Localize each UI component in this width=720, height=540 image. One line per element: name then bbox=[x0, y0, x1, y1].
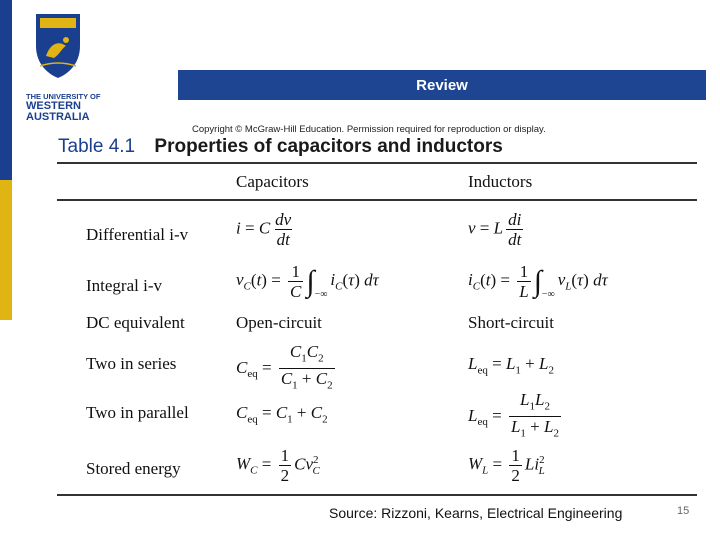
logo-line1: THE UNIVERSITY OF bbox=[26, 92, 101, 101]
crest-icon bbox=[32, 10, 84, 80]
table-header-rule bbox=[57, 199, 697, 201]
cap-parallel-formula: $C_{eq} = C_1 + C_2$ bbox=[236, 403, 328, 426]
cap-dc-equivalent: Open-circuit bbox=[236, 313, 322, 332]
column-header-capacitors: Capacitors bbox=[236, 172, 309, 191]
row-label-integral: Integral i-v bbox=[86, 276, 162, 295]
cap-differential-formula: i = C $\frac{dv}{dt}$ bbox=[236, 210, 292, 249]
column-header-inductors: Inductors bbox=[468, 172, 533, 191]
slide-title: Review bbox=[416, 76, 468, 94]
logo-text bbox=[26, 92, 100, 123]
row-label-series: Two in series bbox=[86, 354, 177, 373]
row-label-stored-energy: Stored energy bbox=[86, 459, 181, 478]
ind-stored-energy-formula: $W_L$ = $\frac{1}{2}$ $Li^2_L$ bbox=[468, 446, 545, 485]
table-caption: Properties of capacitors and inductors bbox=[154, 136, 503, 157]
side-accent-blue bbox=[0, 0, 12, 180]
cap-integral-formula: $v_C(t)$ = $\frac{1}{C}$ $\int_{-\infty}i_C(\tau)$ dτ bbox=[236, 262, 379, 301]
table-bottom-rule bbox=[57, 494, 697, 496]
page-number: 15 bbox=[677, 505, 690, 517]
row-label-dc-equivalent: DC equivalent bbox=[86, 313, 185, 332]
row-label-parallel: Two in parallel bbox=[86, 403, 189, 422]
ind-differential-formula: v = L $\frac{di}{dt}$ bbox=[468, 210, 522, 249]
ind-dc-equivalent: Short-circuit bbox=[468, 313, 554, 332]
row-label-differential: Differential i-v bbox=[86, 225, 189, 244]
ind-series-formula: $L_{eq} = L_1 + L_2$ bbox=[468, 354, 554, 377]
slide-title-bar bbox=[178, 70, 706, 100]
table-number: Table 4.1 bbox=[58, 136, 136, 157]
copyright-notice: Copyright © McGraw-Hill Education. Permission required for reproduction or display. bbox=[192, 124, 546, 135]
table-title bbox=[58, 136, 503, 158]
table-top-rule bbox=[57, 162, 697, 164]
ind-integral-formula: $i_C(t)$ = $\frac{1}{L}$ $\int_{-\infty}v_L(\tau)$ dτ bbox=[468, 262, 608, 301]
cap-stored-energy-formula: $W_C$ = $\frac{1}{2}$ $Cv^2_C$ bbox=[236, 446, 320, 485]
logo-line2: WESTERN bbox=[26, 100, 81, 112]
logo-line3: AUSTRALIA bbox=[26, 111, 90, 123]
source-citation: Source: Rizzoni, Kearns, Electrical Engineering bbox=[329, 505, 623, 521]
cap-series-formula: $C_{eq}$ = $\frac{C_1C_2}{C_1 + C_2}$ bbox=[236, 342, 338, 396]
ind-parallel-formula: $L_{eq}$ = $\frac{L_1L_2}{L_1 + L_2}$ bbox=[468, 390, 564, 444]
side-accent-gold bbox=[0, 180, 12, 320]
